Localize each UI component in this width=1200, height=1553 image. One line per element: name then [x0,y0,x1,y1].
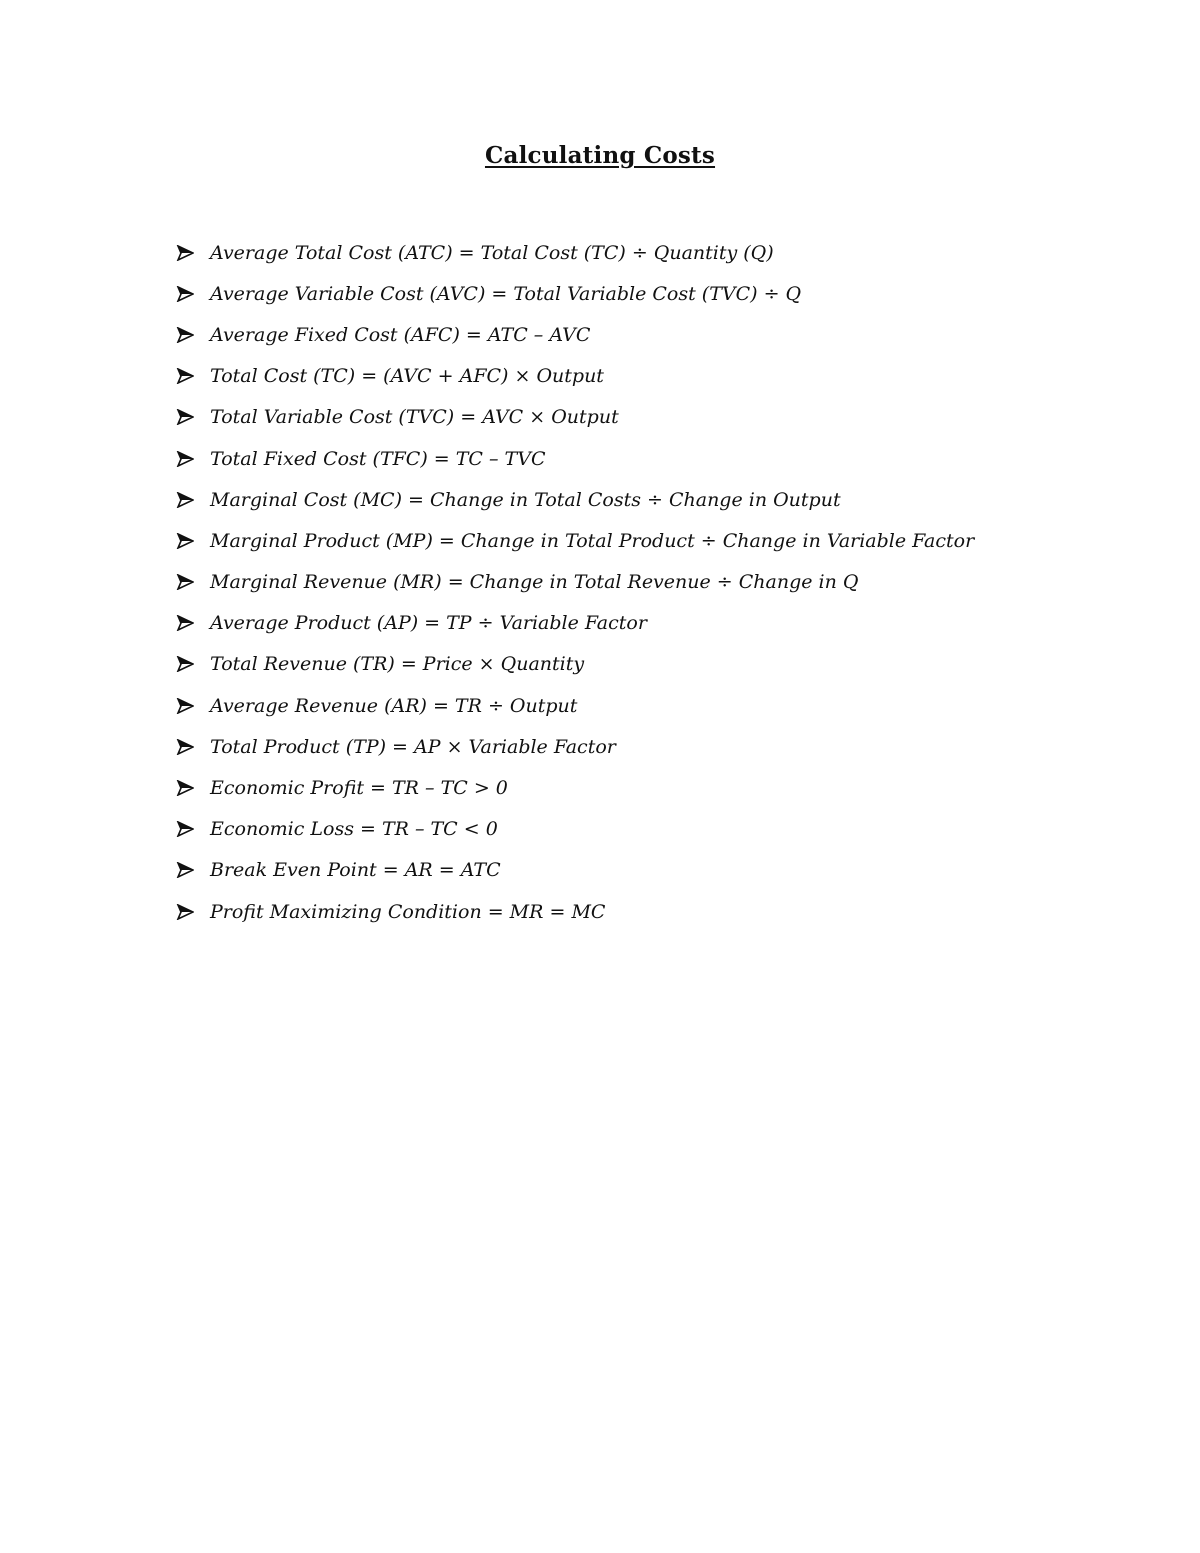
list-item [176,685,1176,726]
formula-list [176,232,1176,932]
arrowhead-bullet-icon [176,409,210,425]
arrowhead-bullet-icon [176,368,210,384]
formula-text: Profit Maximizing Condition = MR = MC [210,900,606,923]
arrowhead-bullet-icon [176,656,210,672]
formula-text: Marginal Revenue (MR) = Change in Total Revenue ÷ Change in Q [210,571,859,594]
list-item [176,891,1176,932]
formula-text: Marginal Product (MP) = Change in Total Product ÷ Change in Variable Factor [210,529,975,552]
list-item [176,603,1176,644]
arrowhead-bullet-icon [176,574,210,590]
arrowhead-bullet-icon [176,615,210,631]
formula-text: Total Fixed Cost (TFC) = TC – TVC [210,447,546,470]
formula-text: Average Total Cost (ATC) = Total Cost (TC) ÷ Quantity (Q) [210,241,774,264]
list-item [176,356,1176,397]
list-item [176,438,1176,479]
arrowhead-bullet-icon [176,904,210,920]
arrowhead-bullet-icon [176,245,210,261]
arrowhead-bullet-icon [176,286,210,302]
formula-text: Total Cost (TC) = (AVC + AFC) × Output [210,365,604,388]
arrowhead-bullet-icon [176,327,210,343]
list-item [176,314,1176,355]
formula-text: Average Variable Cost (AVC) = Total Variable Cost (TVC) ÷ Q [210,282,802,305]
list-item [176,520,1176,561]
list-item [176,273,1176,314]
formula-text: Total Product (TP) = AP × Variable Factor [210,735,616,758]
formula-text: Average Product (AP) = TP ÷ Variable Factor [210,612,647,635]
list-item [176,767,1176,808]
formula-text: Economic Profit = TR – TC > 0 [210,777,508,800]
arrowhead-bullet-icon [176,780,210,796]
page-title: Calculating Costs [484,142,716,169]
arrowhead-bullet-icon [176,698,210,714]
list-item [176,809,1176,850]
formula-text: Total Revenue (TR) = Price × Quantity [210,653,585,676]
arrowhead-bullet-icon [176,739,210,755]
list-item [176,232,1176,273]
formula-text: Average Revenue (AR) = TR ÷ Output [210,694,578,717]
list-item [176,726,1176,767]
arrowhead-bullet-icon [176,821,210,837]
arrowhead-bullet-icon [176,862,210,878]
arrowhead-bullet-icon [176,533,210,549]
formula-text: Average Fixed Cost (AFC) = ATC – AVC [210,323,591,346]
list-item [176,850,1176,891]
list-item [176,644,1176,685]
arrowhead-bullet-icon [176,451,210,467]
list-item [176,397,1176,438]
list-item [176,479,1176,520]
formula-text: Economic Loss = TR – TC < 0 [210,818,498,841]
formula-text: Total Variable Cost (TVC) = AVC × Output [210,406,619,429]
formula-text: Marginal Cost (MC) = Change in Total Costs ÷ Change in Output [210,488,841,511]
list-item [176,562,1176,603]
arrowhead-bullet-icon [176,492,210,508]
formula-text: Break Even Point = AR = ATC [210,859,501,882]
